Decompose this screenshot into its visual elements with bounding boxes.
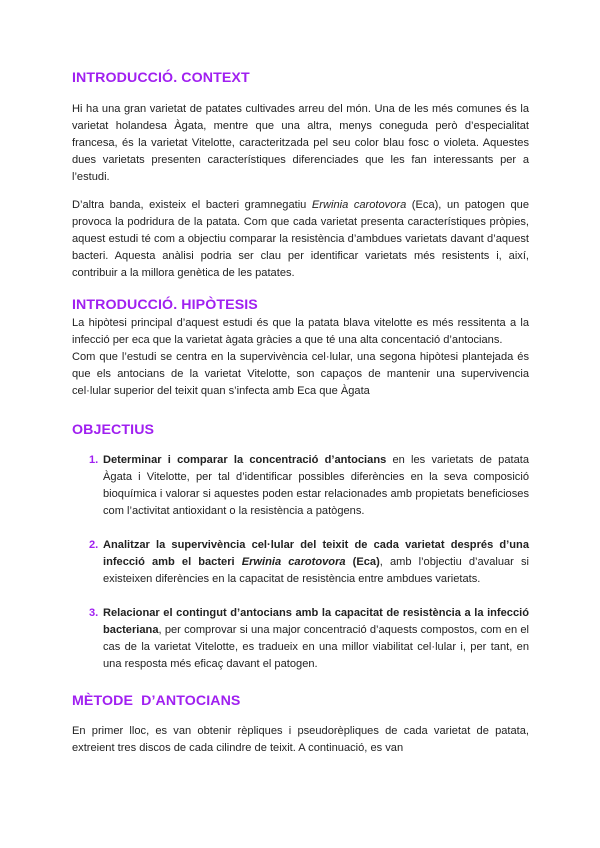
objective-text: , per comprovar si una major concentració d’aquests compostos, com en el cas de la varietat Vitelotte, es tradueix en una millor viabilitat cel·lular i, per tant, en una resposta més eficaç davant el patogen. bbox=[103, 624, 529, 670]
context-p2-end: (Eca), un patogen que provoca la podridura de la patata. Com que cada varietat presenta característiques pròpies, aquest estudi té com a objectiu comparar la resistència d’ambdues varietats davant d’aquest bacteri. Aquesta anàlisi podria ser clau per identificar varietats més resistents i, així, contribuir a la millora genètica de les patates. bbox=[72, 199, 529, 279]
method-heading: MÈTODE D’ANTOCIANS bbox=[72, 693, 241, 709]
objective-number: 1. bbox=[89, 454, 99, 466]
objective-text: , amb l’objectiu d’avaluar si existeixen diferències en la capacitat de resistència entre ambdues varietats. bbox=[103, 556, 529, 585]
context-heading: INTRODUCCIÓ. CONTEXT bbox=[72, 70, 250, 86]
hypothesis-paragraph-2: Com que l’estudi se centra en la supervivència cel·lular, una segona hipòtesi plantejada és que els antocians de la varietat Vitelotte, son capaços de mantenir una supervivencia cel·lular superior del teixit quan s’infecta amb Eca que Àgata bbox=[72, 351, 529, 397]
context-p2-species: Erwinia carotovora bbox=[311, 199, 407, 211]
context-paragraph-2 bbox=[72, 197, 529, 282]
objective-bold: Determinar i comparar la concentració d’antocians bbox=[103, 454, 387, 466]
objective-item bbox=[72, 452, 529, 520]
objective-number: 2. bbox=[89, 539, 99, 551]
objective-bold-end: (Eca) bbox=[345, 556, 380, 568]
context-p2-start: D’altra banda, existeix el bacteri gramnegatiu bbox=[72, 199, 312, 211]
objective-item bbox=[72, 605, 529, 673]
objectives-heading: OBJECTIUS bbox=[72, 422, 155, 438]
objective-number: 3. bbox=[89, 607, 99, 619]
objective-species: Erwinia carotovora bbox=[241, 556, 346, 568]
document-page bbox=[72, 68, 529, 757]
hypothesis-heading: INTRODUCCIÓ. HIPÒTESIS bbox=[72, 297, 258, 313]
objective-item bbox=[72, 537, 529, 588]
objectives-list bbox=[72, 452, 529, 673]
method-paragraph-1: En primer lloc, es van obtenir rèpliques i pseudorèpliques de cada varietat de patata, extreient tres discos de cada cilindre de teixit. A continuació, es van bbox=[72, 725, 529, 754]
objective-bold: Analitzar la supervivència cel·lular del teixit de cada varietat després d’una infecció amb el bacteri bbox=[103, 539, 529, 568]
objective-bold: Relacionar el contingut d’antocians amb la capacitat de resistència a la infecció bacteriana bbox=[103, 607, 529, 636]
hypothesis-paragraph-1: La hipòtesi principal d’aquest estudi és que la patata blava vitelotte es més ressitenta a la infecció per eca que la varietat àgata gràcies a que té una alta concentació d’antocians. bbox=[72, 317, 529, 346]
objective-bold-species bbox=[242, 556, 346, 568]
objective-text: en les varietats de patata Àgata i Vitelotte, per tal d’identificar possibles diferències en la seva composició bioquímica i valorar si aquestes poden estar relacionades amb propietats beneficioses com l’activitat antioxidant o la resistència a patògens. bbox=[103, 454, 529, 517]
context-paragraph-1: Hi ha una gran varietat de patates cultivades arreu del món. Una de les més comunes és la varietat holandesa Àgata, mentre que una altra, menys coneguda però d’especialitat francesa, és la varietat Vitelotte, caracteritzada pel seu color blau fosc o violeta. Aquestes dues varietats presenten característiques diferenciades que les fan interessants per a l’estudi. bbox=[72, 103, 529, 183]
